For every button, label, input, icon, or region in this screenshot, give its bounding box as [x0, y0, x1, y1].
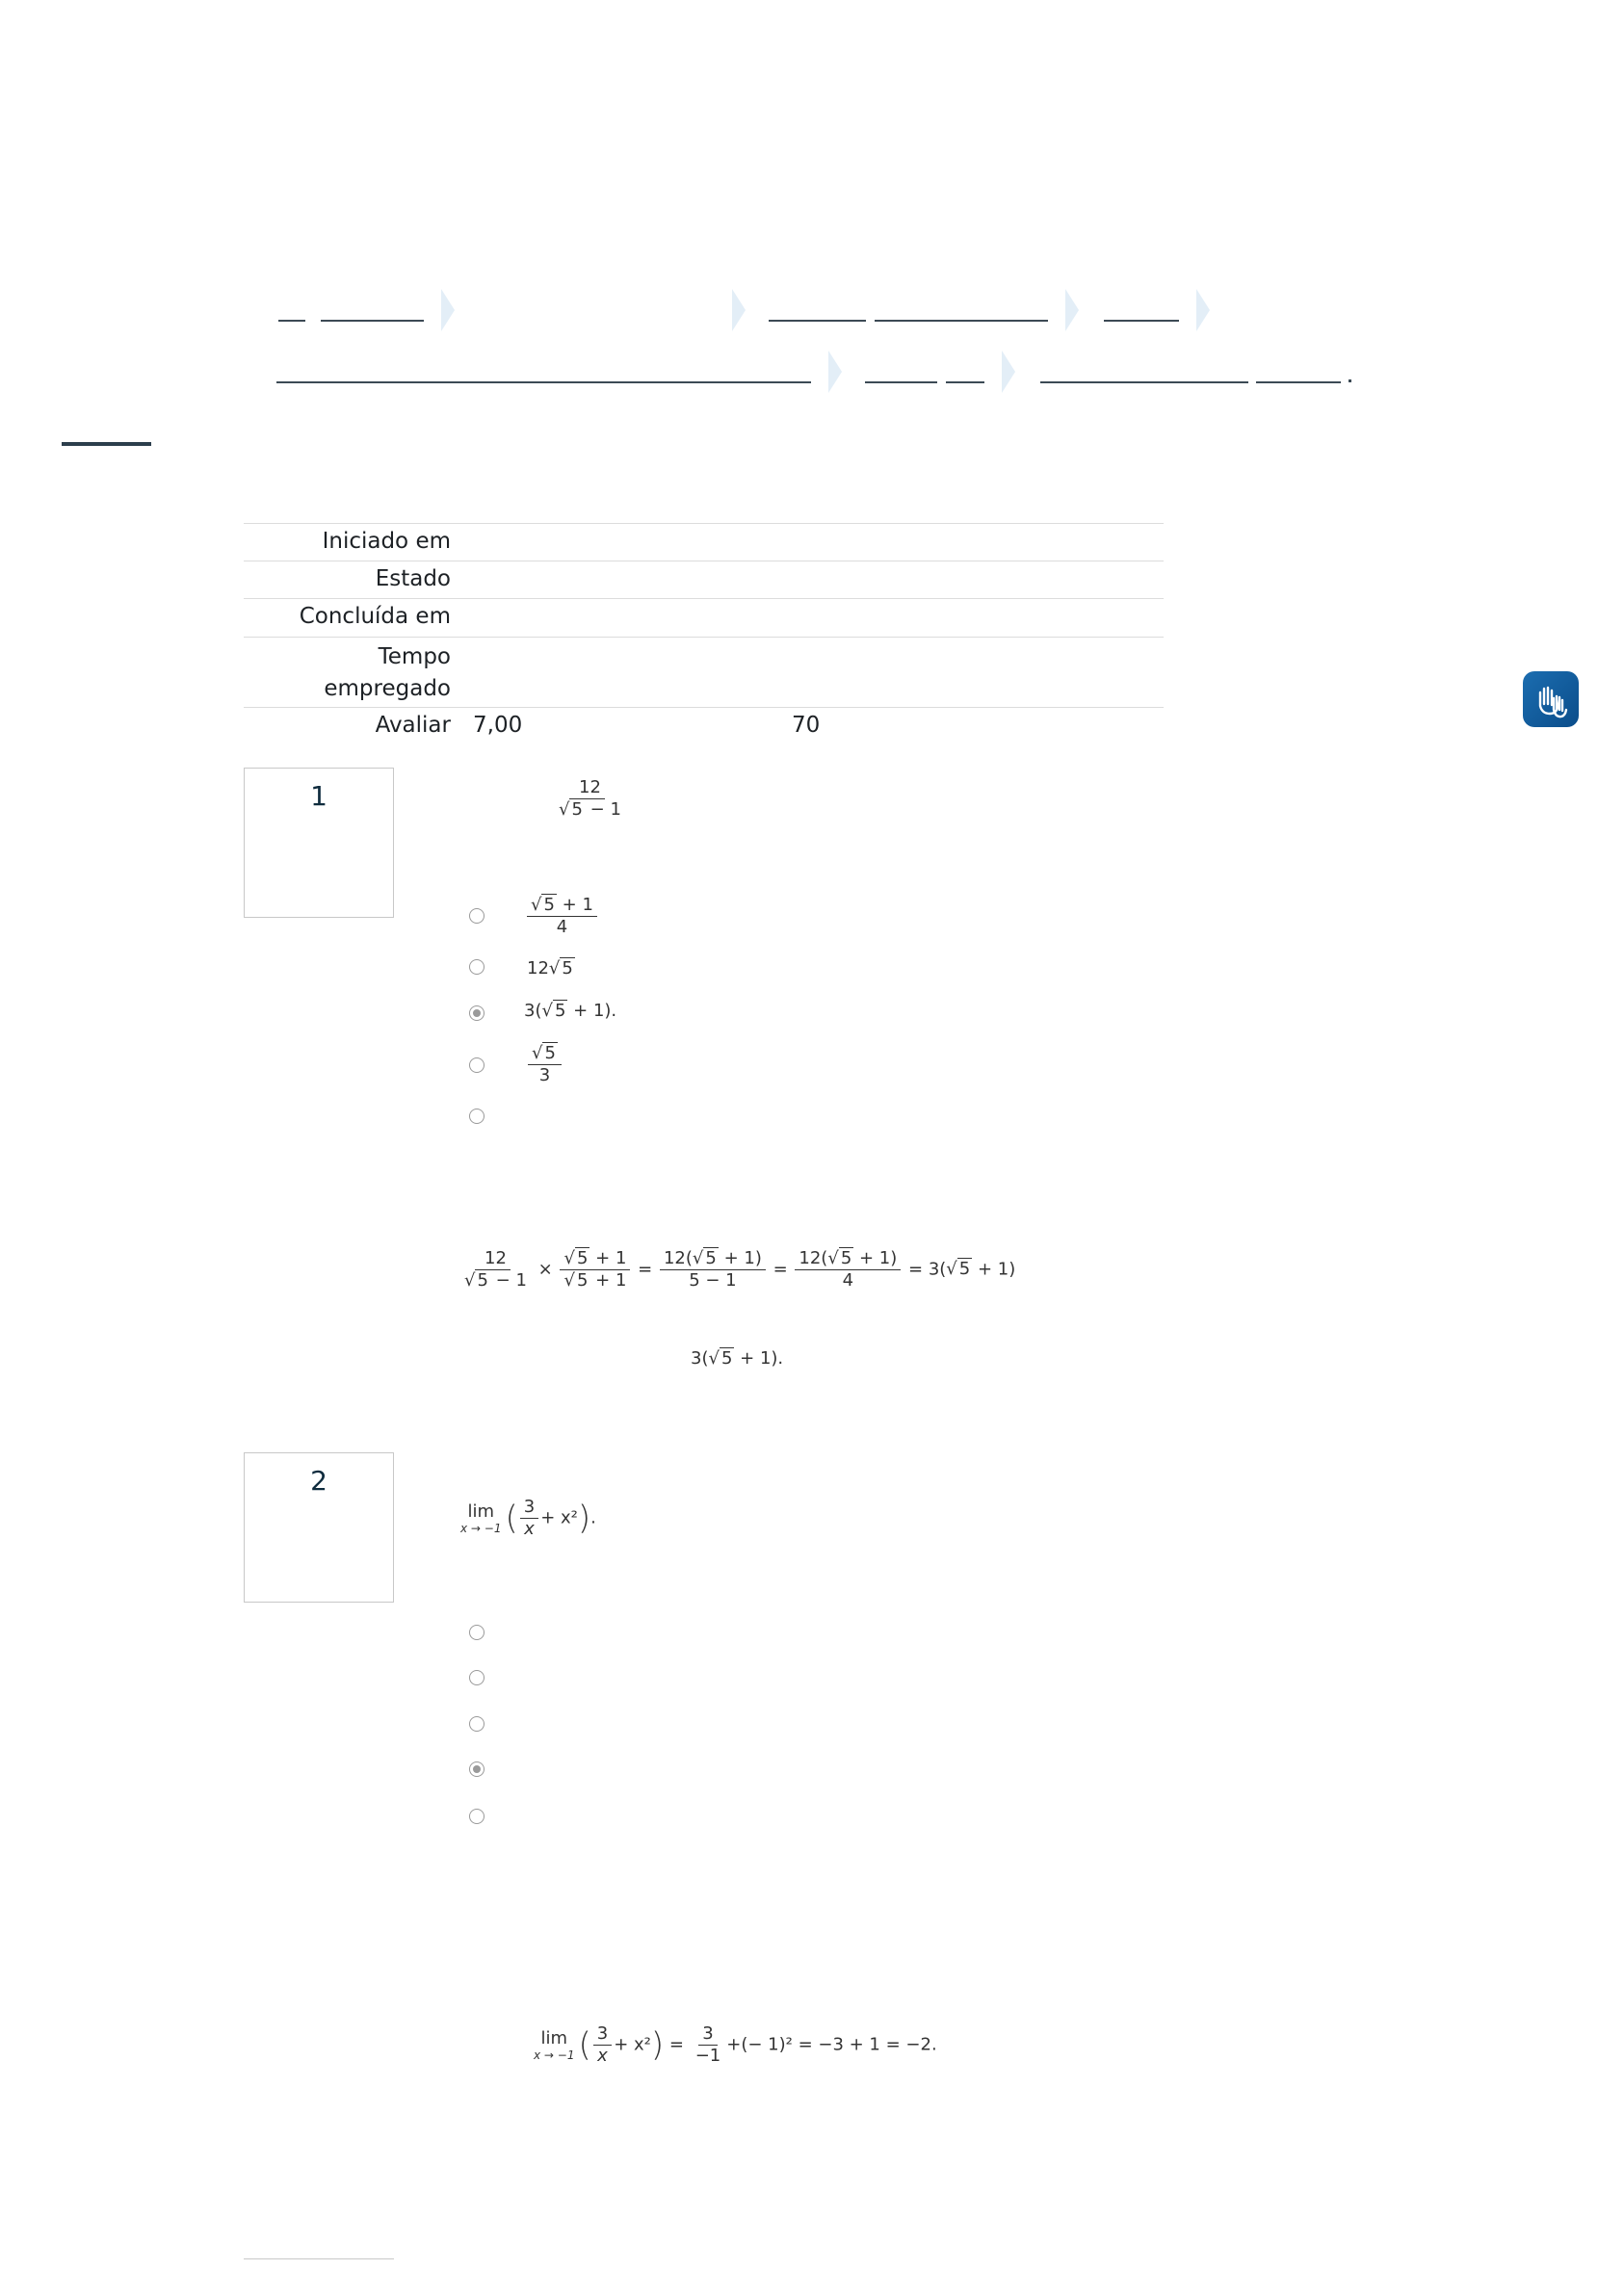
table-divider: [244, 707, 1164, 708]
option-formula: $\frac{√ 5 + 1}{4}$: [525, 896, 599, 937]
option-formula: 12√ 5: [527, 958, 573, 978]
question-info-box: [244, 1452, 394, 1603]
breadcrumb-separator-icon: [828, 351, 842, 393]
option-radio[interactable]: [469, 1057, 485, 1073]
breadcrumb-link[interactable]: [276, 381, 811, 383]
option-radio[interactable]: [469, 908, 485, 924]
summary-value-grade: 7,00: [473, 713, 523, 738]
summary-label-time-taken: Tempo empregado: [324, 644, 451, 701]
table-divider: [244, 523, 1164, 524]
breadcrumb-separator-icon: [732, 289, 746, 331]
option-radio[interactable]: [469, 1670, 485, 1685]
option-formula: $\frac{√ 5}{3}$: [526, 1044, 563, 1085]
option-radio[interactable]: [469, 1809, 485, 1824]
breadcrumb-link[interactable]: [769, 320, 866, 322]
option-radio[interactable]: [469, 959, 485, 975]
question-2-feedback-formula: lim x → −1 ( $\frac{3}{x}$ + x²) = $\frac{3}{-1}$ +(− 1)² = −3 + 1 = −2.: [534, 2023, 937, 2066]
breadcrumb-link[interactable]: [1104, 320, 1179, 322]
question-1-feedback-formula: $\frac{12}{√ 5 - 1}$ × $\frac{√ 5 + 1}{√ 5 + 1}$ = $\frac{12(√ 5 + 1)}{5 - 1}$ = $\frac{12(√ 5 + 1)}{4}$ = 3(√ 5 + 1): [464, 1248, 1016, 1291]
summary-label-completed: Concluída em: [299, 604, 451, 629]
question-2-prompt-formula: lim x → −1 ( $\frac{3}{x}$ + x²).: [460, 1497, 596, 1539]
breadcrumb-link[interactable]: [1256, 381, 1341, 383]
breadcrumb-dot: [1349, 379, 1351, 382]
table-divider: [244, 598, 1164, 599]
summary-value-grade-max: 70: [792, 713, 821, 738]
option-formula: 3(√ 5 + 1).: [524, 1001, 617, 1021]
breadcrumb-link[interactable]: [946, 381, 984, 383]
question-1-correct-answer: 3(√ 5 + 1).: [691, 1348, 784, 1369]
next-question-box-edge: [244, 2258, 394, 2259]
option-radio-selected[interactable]: [469, 1761, 485, 1777]
table-divider: [244, 637, 1164, 638]
summary-label-grade: Avaliar: [375, 713, 451, 738]
option-radio-selected[interactable]: [469, 1005, 485, 1021]
breadcrumb-separator-icon: [1196, 289, 1210, 331]
option-radio[interactable]: [469, 1109, 485, 1124]
accessibility-sign-language-button[interactable]: [1523, 671, 1579, 727]
breadcrumb-link[interactable]: [865, 381, 937, 383]
breadcrumb-separator-icon: [1065, 289, 1079, 331]
option-radio[interactable]: [469, 1716, 485, 1732]
breadcrumb-link[interactable]: [1040, 381, 1248, 383]
question-1-prompt-formula: $\frac{12}{√ 5 - 1}$: [559, 777, 621, 820]
hand-sign-icon: [1523, 671, 1579, 727]
breadcrumb-separator-icon: [1002, 351, 1015, 393]
summary-label-state: Estado: [375, 566, 451, 591]
question-number: 2: [310, 1465, 327, 1497]
page-title-underline: [62, 442, 151, 446]
breadcrumb-separator-icon: [441, 289, 455, 331]
option-radio[interactable]: [469, 1625, 485, 1640]
question-number: 1: [310, 780, 327, 812]
breadcrumb-link[interactable]: [278, 320, 305, 322]
question-info-box: [244, 768, 394, 918]
breadcrumb-link[interactable]: [875, 320, 1048, 322]
breadcrumb-link[interactable]: [321, 320, 424, 322]
summary-label-started: Iniciado em: [322, 529, 451, 554]
